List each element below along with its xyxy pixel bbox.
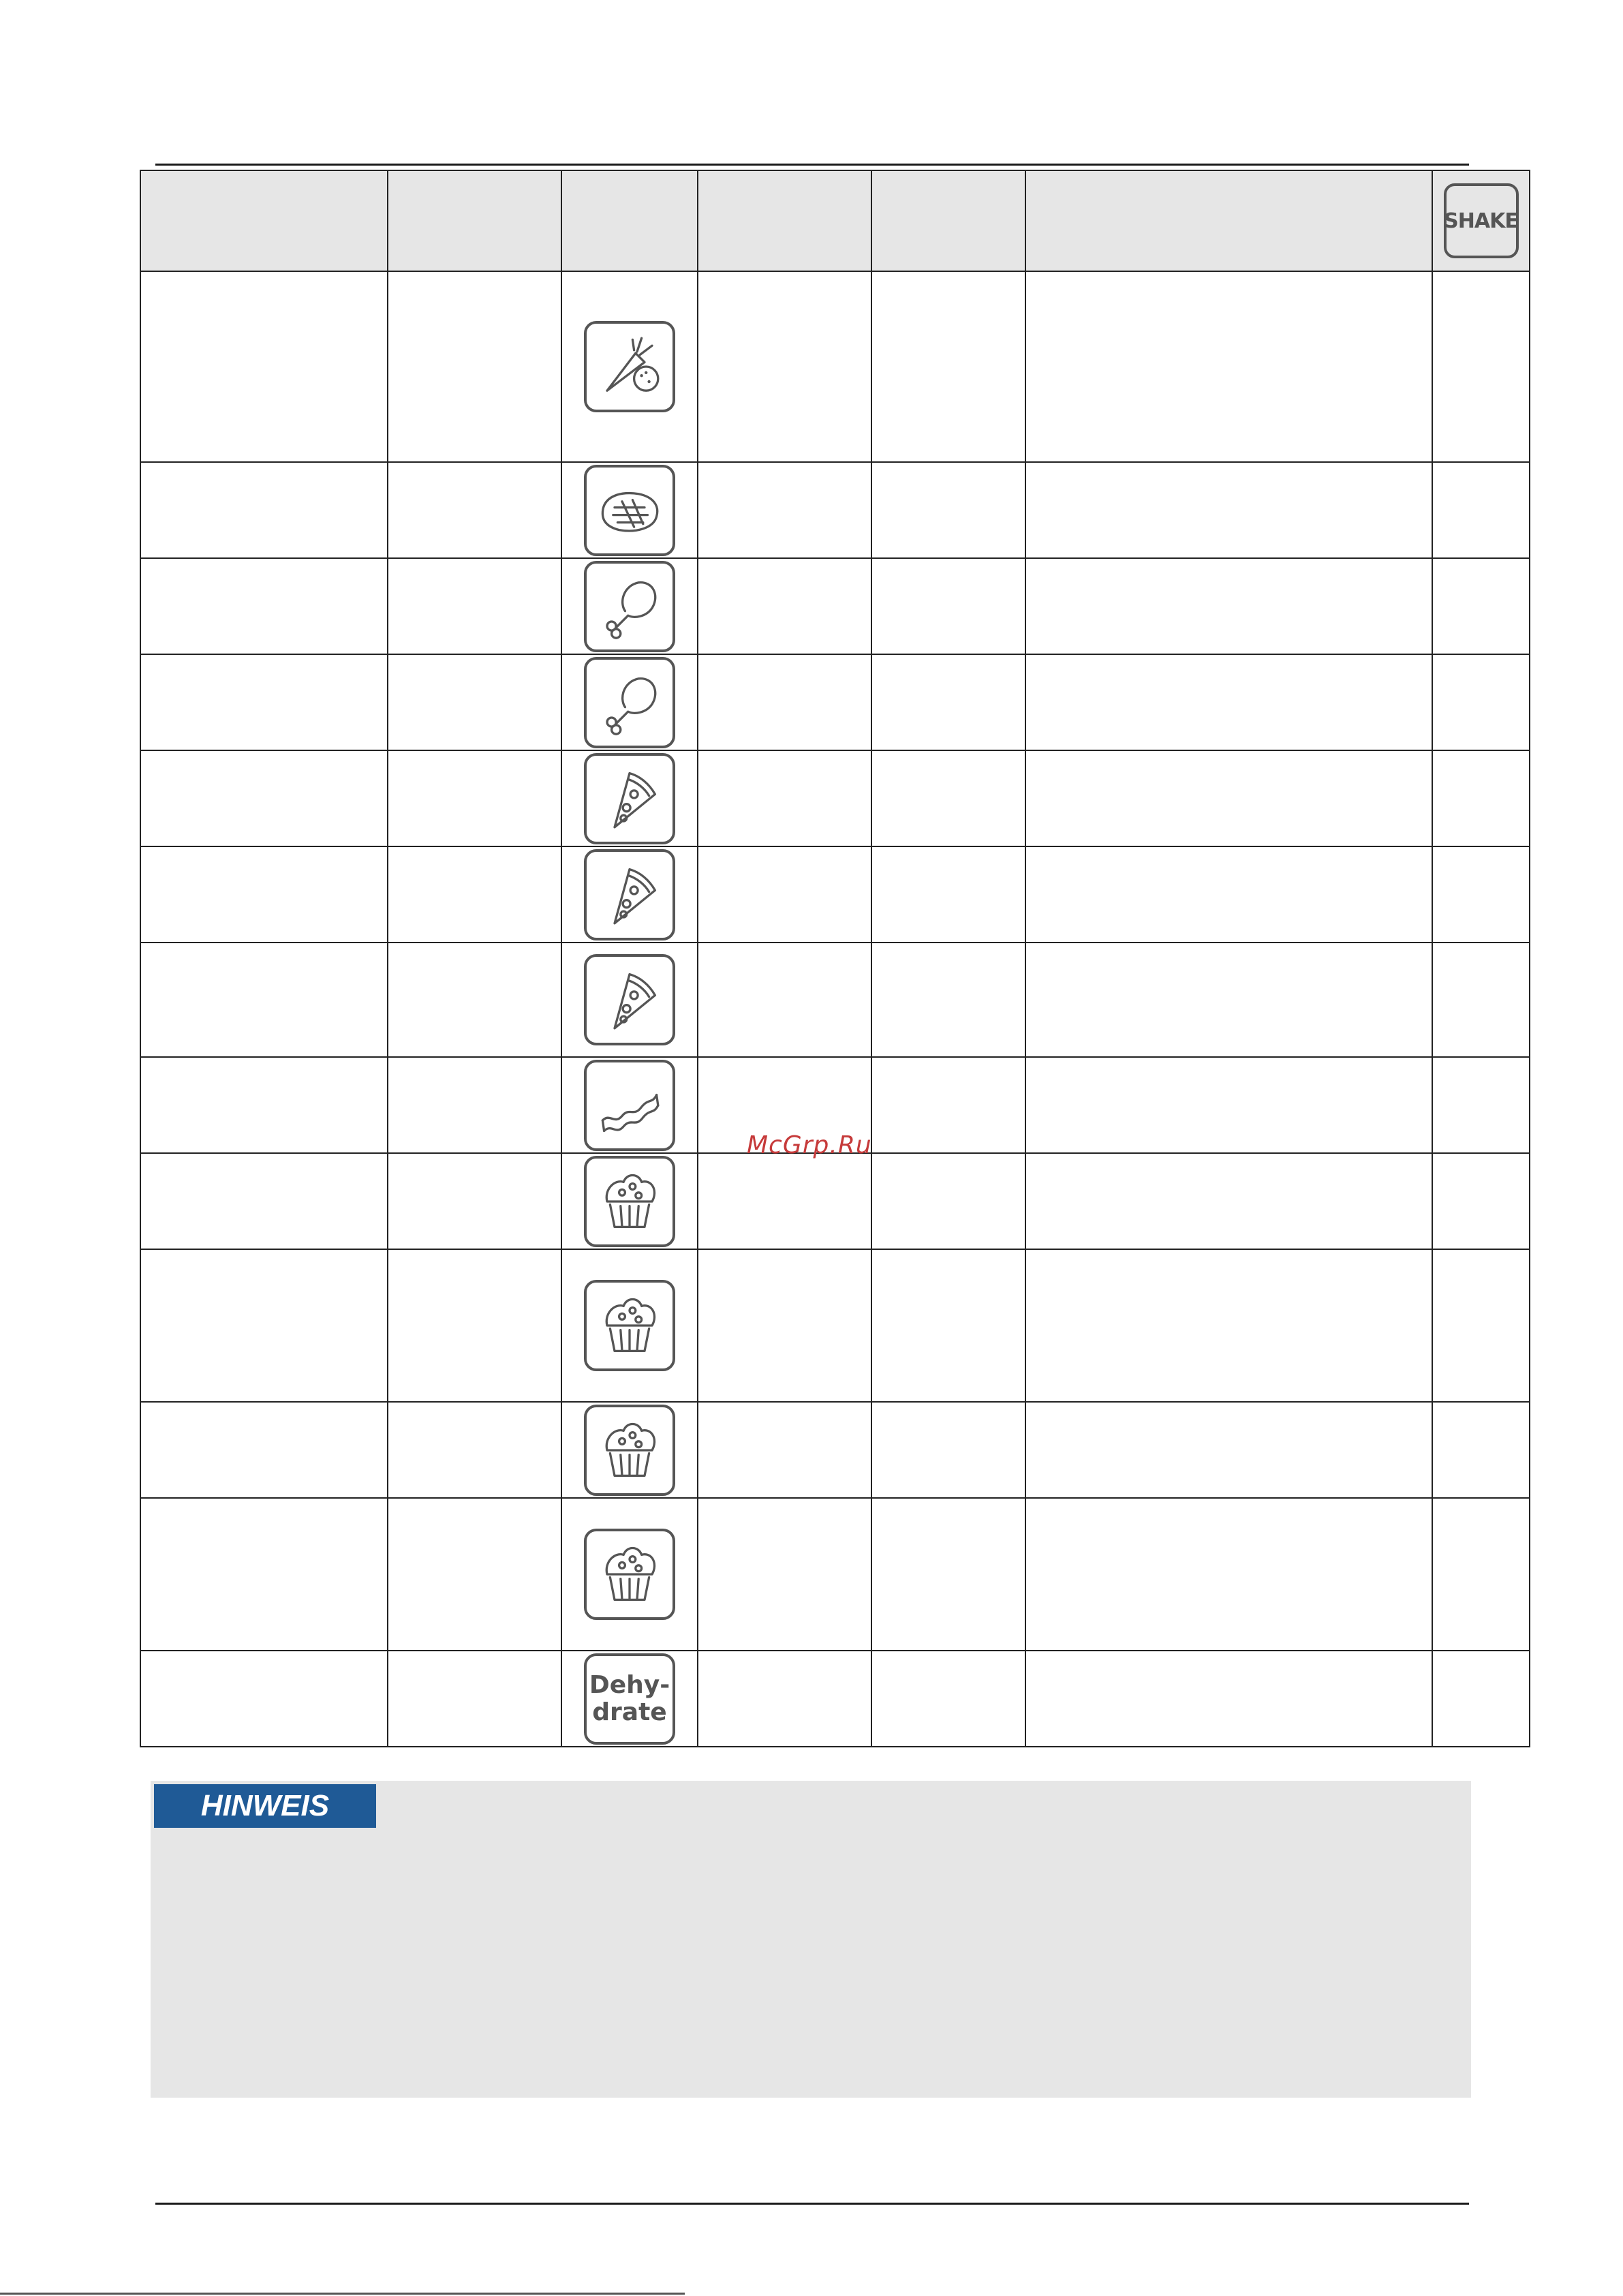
cell — [1432, 654, 1530, 750]
cell — [388, 1651, 561, 1747]
cell — [140, 558, 388, 654]
cell — [1025, 271, 1432, 462]
pizza-icon — [584, 954, 675, 1045]
cell — [1025, 1249, 1432, 1402]
cell — [698, 1651, 871, 1747]
cell — [388, 1402, 561, 1498]
cooking-table — [140, 170, 1530, 1747]
cell — [140, 1498, 388, 1651]
cell — [1432, 558, 1530, 654]
cell — [871, 1651, 1025, 1747]
table-row — [140, 462, 1530, 558]
cell — [388, 1057, 561, 1153]
cell — [1432, 943, 1530, 1057]
dehydrate-label-line1: Dehy- — [589, 1670, 670, 1699]
table-row — [140, 654, 1530, 750]
cell — [871, 1153, 1025, 1249]
cell — [140, 846, 388, 943]
cell — [871, 846, 1025, 943]
header-cell — [871, 170, 1025, 271]
cell — [388, 943, 561, 1057]
pizza-icon — [584, 849, 675, 940]
muffin-icon — [584, 1405, 675, 1496]
table-row — [140, 1498, 1530, 1651]
cell — [1025, 558, 1432, 654]
cell — [871, 654, 1025, 750]
cell — [698, 271, 871, 462]
cell — [140, 1249, 388, 1402]
cell — [388, 558, 561, 654]
cell — [1432, 1153, 1530, 1249]
icon-cell — [561, 1498, 698, 1651]
icon-cell — [561, 1402, 698, 1498]
header-cell — [561, 170, 698, 271]
cell — [140, 1651, 388, 1747]
notice-box — [151, 1781, 1471, 2098]
cell — [871, 1057, 1025, 1153]
icon-cell — [561, 654, 698, 750]
steak-icon — [584, 465, 675, 556]
cell — [698, 654, 871, 750]
cell — [871, 1249, 1025, 1402]
table-row — [140, 1249, 1530, 1402]
cell — [388, 1498, 561, 1651]
cell — [698, 943, 871, 1057]
header-cell — [698, 170, 871, 271]
shake-icon — [1444, 183, 1519, 258]
cell — [871, 943, 1025, 1057]
cell — [1025, 1057, 1432, 1153]
cell — [1432, 271, 1530, 462]
bacon-icon — [584, 1060, 675, 1151]
cell — [1025, 943, 1432, 1057]
cell — [140, 1057, 388, 1153]
cell — [1432, 1498, 1530, 1651]
cell — [140, 1153, 388, 1249]
cell — [388, 750, 561, 846]
cell — [1432, 750, 1530, 846]
header-cell — [1025, 170, 1432, 271]
cell — [1432, 846, 1530, 943]
cell — [388, 1153, 561, 1249]
table-row — [140, 558, 1530, 654]
cell — [388, 462, 561, 558]
pizza-icon — [584, 753, 675, 844]
cell — [1432, 1057, 1530, 1153]
cell — [1432, 462, 1530, 558]
cell — [388, 846, 561, 943]
icon-cell — [561, 1249, 698, 1402]
cell — [698, 462, 871, 558]
icon-cell — [561, 1651, 698, 1747]
cell — [140, 1402, 388, 1498]
dehydrate-label-line2: drate — [592, 1698, 667, 1726]
cell — [1025, 654, 1432, 750]
table-row — [140, 271, 1530, 462]
header-cell — [140, 170, 388, 271]
icon-cell — [561, 846, 698, 943]
cell — [698, 558, 871, 654]
cell — [698, 1498, 871, 1651]
icon-cell — [561, 943, 698, 1057]
cell — [1432, 1651, 1530, 1747]
muffin-icon — [584, 1529, 675, 1620]
cell — [871, 1402, 1025, 1498]
cell — [1025, 1402, 1432, 1498]
cell — [871, 750, 1025, 846]
muffin-icon — [584, 1156, 675, 1247]
cell — [871, 462, 1025, 558]
vegetables-icon — [584, 321, 675, 412]
cell — [1025, 1651, 1432, 1747]
icon-cell — [561, 558, 698, 654]
cell — [698, 1402, 871, 1498]
cell — [1432, 1402, 1530, 1498]
top-rule — [155, 164, 1469, 166]
cell — [1025, 1153, 1432, 1249]
cell — [1025, 1498, 1432, 1651]
chicken-leg-icon — [584, 561, 675, 652]
cell — [871, 558, 1025, 654]
table-row — [140, 750, 1530, 846]
icon-cell — [561, 462, 698, 558]
cell — [698, 1153, 871, 1249]
header-cell-shake — [1432, 170, 1530, 271]
cell — [140, 943, 388, 1057]
cell — [140, 654, 388, 750]
table-header-row — [140, 170, 1530, 271]
icon-cell — [561, 271, 698, 462]
icon-cell — [561, 1057, 698, 1153]
shake-label: SHAKE — [1444, 209, 1518, 233]
table-row — [140, 1153, 1530, 1249]
cell — [1025, 846, 1432, 943]
dehydrate-icon — [584, 1653, 675, 1745]
cell — [1025, 462, 1432, 558]
cell — [698, 750, 871, 846]
cell — [698, 1249, 871, 1402]
notice-label: HINWEIS — [154, 1784, 376, 1828]
footer-rule — [0, 2293, 685, 2295]
chicken-leg-icon — [584, 657, 675, 748]
bottom-rule — [155, 2203, 1469, 2205]
cell — [140, 750, 388, 846]
table-row — [140, 943, 1530, 1057]
cell — [140, 462, 388, 558]
cell — [388, 271, 561, 462]
table-row — [140, 1402, 1530, 1498]
muffin-icon — [584, 1280, 675, 1371]
icon-cell — [561, 1153, 698, 1249]
cell — [388, 654, 561, 750]
cell — [1432, 1249, 1530, 1402]
icon-cell — [561, 750, 698, 846]
cell — [871, 271, 1025, 462]
cell — [698, 846, 871, 943]
header-cell — [388, 170, 561, 271]
table-row — [140, 1651, 1530, 1747]
cell — [1025, 750, 1432, 846]
table-row — [140, 846, 1530, 943]
cell — [140, 271, 388, 462]
cell — [871, 1498, 1025, 1651]
watermark: McGrp.Ru — [747, 1131, 872, 1159]
cell — [388, 1249, 561, 1402]
